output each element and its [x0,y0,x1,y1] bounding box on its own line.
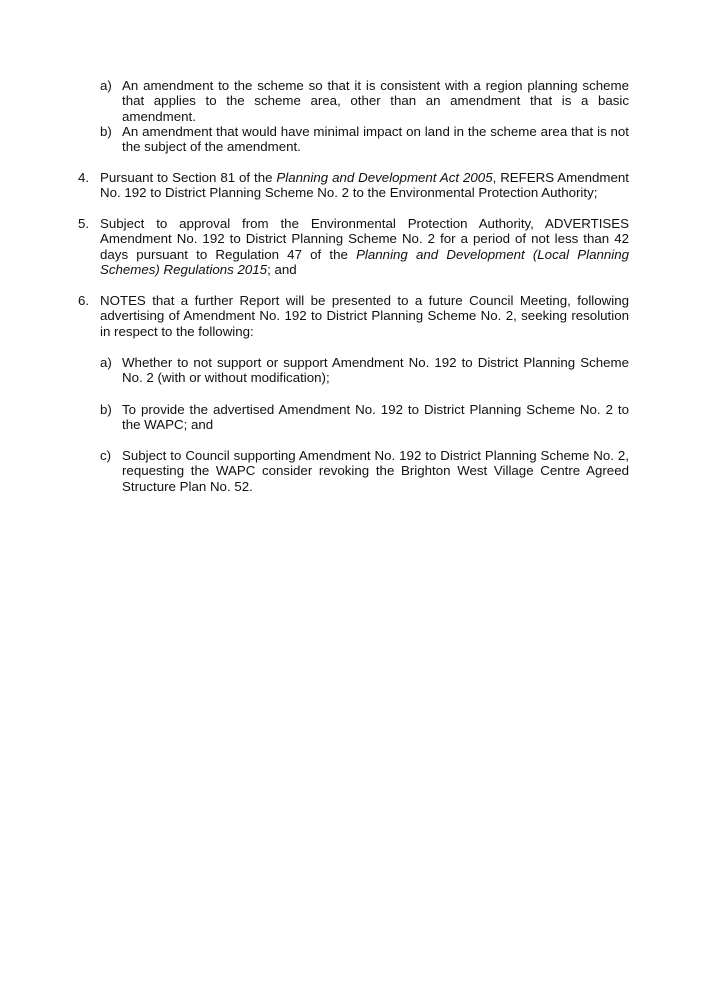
list-item-pre-b [100,124,629,155]
list-item-6 [78,293,629,339]
list-item-6c [100,448,629,494]
list-item-pre-a [100,78,629,124]
list-item-6b [100,402,629,433]
item4-text-part1: Pursuant to Section 81 of the [100,170,277,185]
list-item-text: An amendment to the scheme so that it is consistent with a region planning scheme that applies to the scheme area, other than an amendment that is a basic amendment. [122,78,629,124]
list-item-text: Whether to not support or support Amendment No. 192 to District Planning Scheme No. 2 (with or without modification); [122,355,629,386]
item4-text-part2: , REFERS Amendment No. 192 to District Planning Scheme No. 2 to the Environmental Protection Authority; [100,170,629,201]
list-marker: a) [100,78,112,93]
list-item-6a [100,355,629,386]
list-item-4 [78,170,629,201]
list-item-text [100,170,629,201]
list-marker: 4. [78,170,90,185]
list-item-text [100,216,629,278]
list-marker: 6. [78,293,90,308]
item5-text-part2: ; and [267,262,297,278]
act-title: Planning and Development Act 2005 [276,170,493,185]
list-item-5 [78,216,629,278]
item5-text-part1: Subject to approval from the Environmental Protection Authority, ADVERTISES Amendment No. 192 to District Planning Scheme No. 2 for a period of not less than 42 days pursuant to Regulation 47 of the [100,216,629,262]
list-marker: b) [100,124,112,139]
list-item-text: To provide the advertised Amendment No. 192 to District Planning Scheme No. 2 to the WAPC; and [122,402,629,433]
list-item-text: Subject to Council supporting Amendment No. 192 to District Planning Scheme No. 2, requesting the WAPC consider revoking the Brighton West Village Centre Agreed Structure Plan No. 52. [122,448,629,494]
list-marker: 5. [78,216,90,231]
list-marker: b) [100,402,112,417]
list-marker: c) [100,448,112,463]
list-item-text: An amendment that would have minimal impact on land in the scheme area that is not the subject of the amendment. [122,124,629,155]
list-marker: a) [100,355,112,370]
list-item-text: NOTES that a further Report will be presented to a future Council Meeting, following advertising of Amendment No. 192 to District Planning Scheme No. 2, seeking resolution in respect to the following: [100,293,629,339]
regulations-title: Planning and Development (Local Planning Schemes) Regulations 2015 [100,246,629,278]
